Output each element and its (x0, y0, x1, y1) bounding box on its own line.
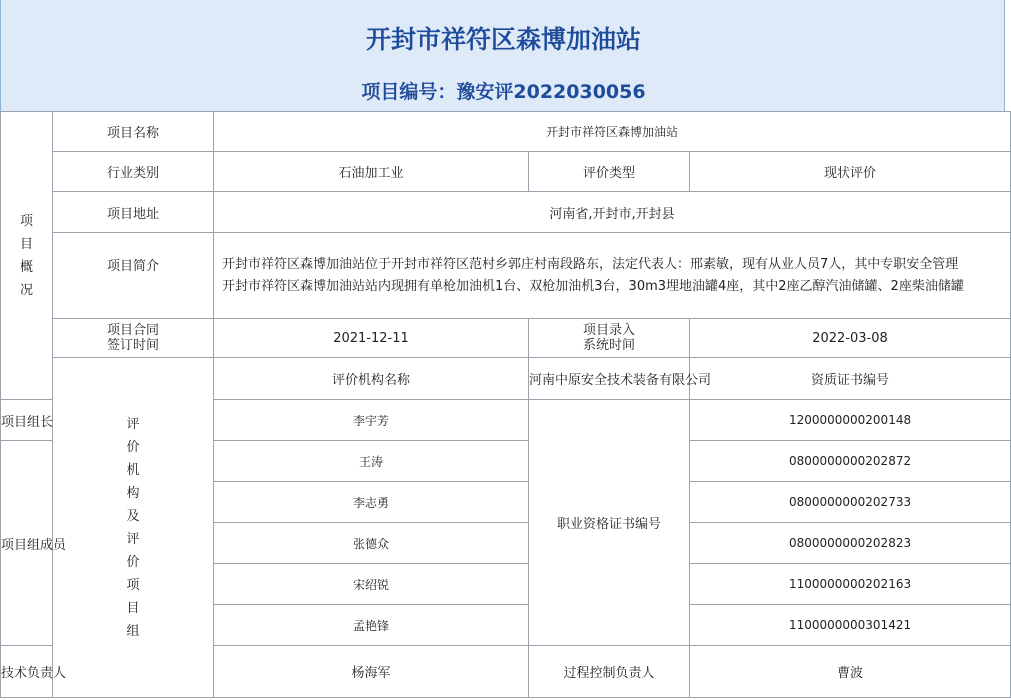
leader-label: 项目组长 (1, 400, 53, 441)
project-name-value: 开封市祥符区森博加油站 (214, 112, 1011, 152)
entry-time-label: 项目录入 系统时间 (529, 319, 690, 358)
eval-type-value: 现状评价 (690, 152, 1011, 192)
project-number: 项目编号：豫安评2022030056 (361, 81, 646, 103)
tech-lead-value: 杨海军 (214, 646, 529, 698)
member-cert: 0800000000202823 (690, 523, 1011, 564)
member-name: 孟艳锋 (214, 605, 529, 646)
qualification-label: 职业资格证书编号 (529, 400, 690, 646)
intro-label: 项目简介 (53, 233, 214, 319)
member-name: 王涛 (214, 441, 529, 482)
intro-line-1: 开封市祥符区森博加油站位于开封市祥符区范村乡郭庄村南段路东，法定代表人：邢素敏，现有从业人员7人，其中专职安全管理 (222, 256, 959, 272)
member-cert: 0800000000202872 (690, 441, 1011, 482)
agency-name-value: 河南中原安全技术装备有限公司 (529, 358, 690, 400)
member-cert: 0800000000202733 (690, 482, 1011, 523)
tech-lead-label: 技术负责人 (1, 646, 53, 698)
leader-cert: 1200000000200148 (690, 400, 1011, 441)
member-name: 张德众 (214, 523, 529, 564)
intro-value (214, 233, 1011, 319)
contract-time-label: 项目合同 签订时间 (53, 319, 214, 358)
page-header (0, 0, 1005, 111)
eval-type-label: 评价类型 (529, 152, 690, 192)
agency-name-label: 评价机构名称 (214, 358, 529, 400)
intro-line-2: 开封市祥符区森博加油站站内现拥有单枪加油机1台、双枪加油机3台，30m3埋地油罐4座，其中2座乙醇汽油储罐、2座柴油储罐 (222, 278, 964, 294)
entry-date-value: 2022-03-08 (690, 319, 1011, 358)
member-cert: 1100000000202163 (690, 564, 1011, 605)
process-lead-label: 过程控制负责人 (529, 646, 690, 698)
address-value: 河南省,开封市,开封县 (214, 192, 1011, 233)
process-lead-value: 曹波 (690, 646, 1011, 698)
industry-label: 行业类别 (53, 152, 214, 192)
project-name-label: 项目名称 (53, 112, 214, 152)
industry-value: 石油加工业 (214, 152, 529, 192)
member-name: 宋绍锐 (214, 564, 529, 605)
section-agency-label: 评价机构及评价项目组 (53, 358, 214, 698)
member-cert: 1100000000301421 (690, 605, 1011, 646)
members-label: 项目组成员 (1, 441, 53, 646)
contract-date-value: 2021-12-11 (214, 319, 529, 358)
member-name: 李志勇 (214, 482, 529, 523)
cert-label: 资质证书编号 (690, 358, 1011, 400)
project-info-table (0, 111, 1011, 698)
page-title: 开封市祥符区森博加油站 (365, 25, 641, 54)
address-label: 项目地址 (53, 192, 214, 233)
section-project-overview-label: 项目概况 (1, 112, 53, 400)
leader-name: 李宇芳 (214, 400, 529, 441)
